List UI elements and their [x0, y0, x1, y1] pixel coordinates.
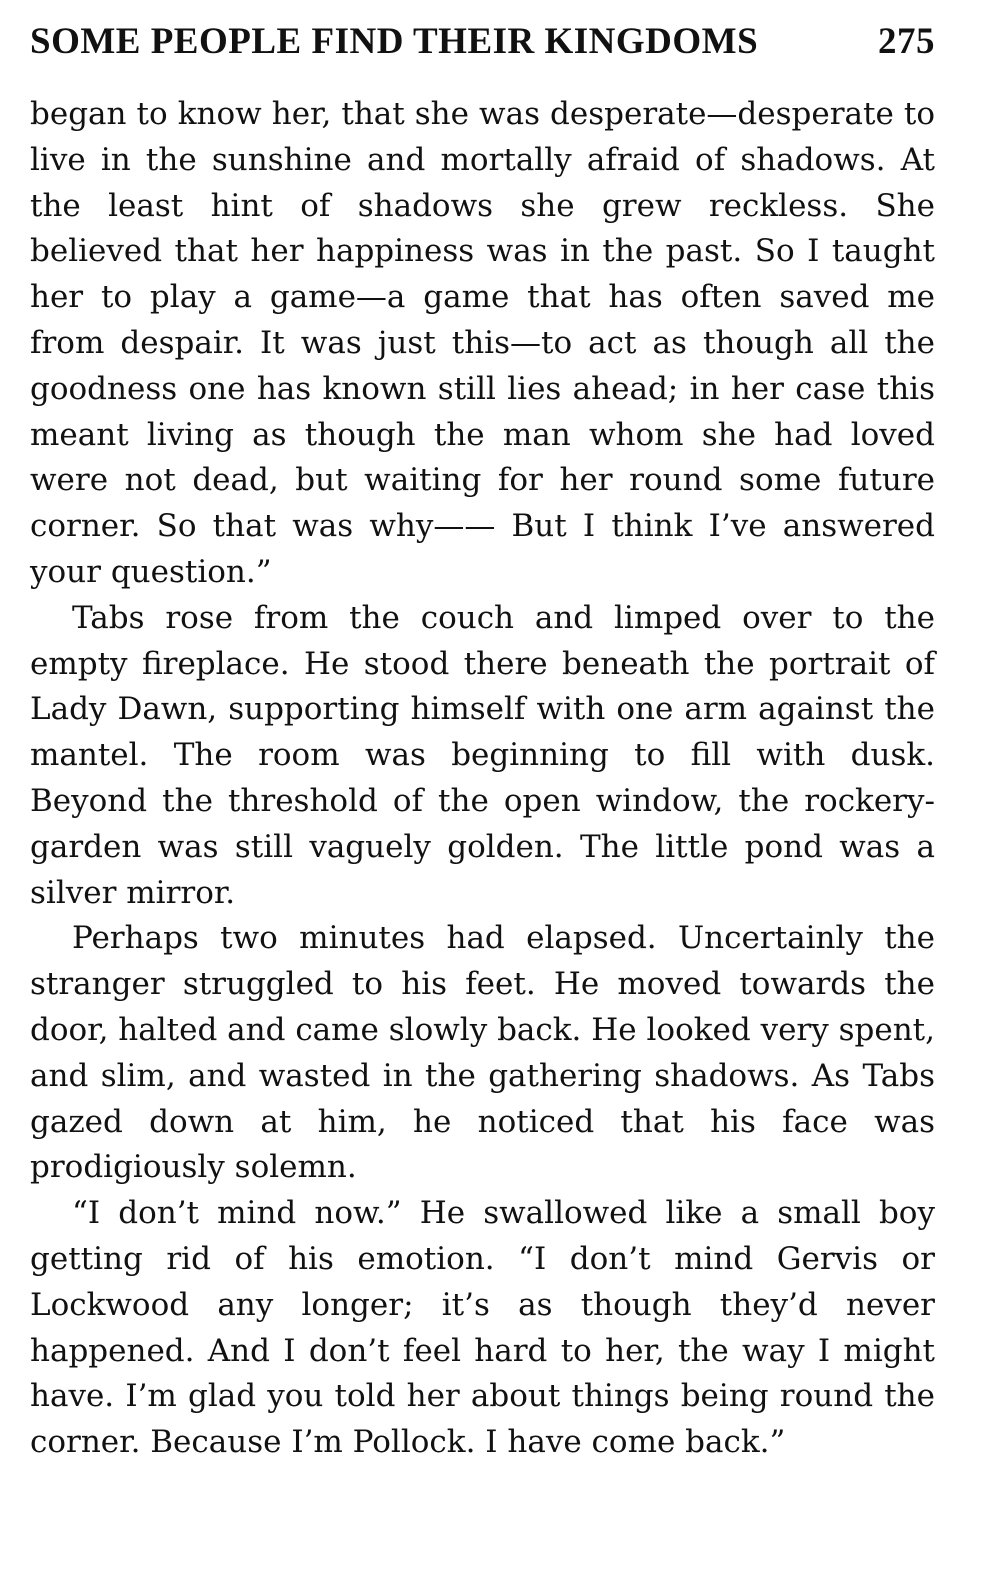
paragraph-continued: began to know her, that she was desperate—desperate to live in the sunshine and mortally afraid of shadows. At the least hint of shadows she grew reckless. She believed that her happiness was in the past. So I taught her to play a game—a game that has often saved me from despair. It was just this—to act as though all the goodness one has known still lies ahead; in her case this meant living as though the man whom she had loved were not dead, but waiting for her round some future corner. So that was why—— But I think I’ve answered your question.”: [30, 96, 935, 590]
running-head: [30, 14, 935, 70]
paragraph: Perhaps two minutes had elapsed. Uncertainly the stranger struggled to his feet. He moved towards the door, halted and came slowly back. He looked very spent, and slim, and wasted in the gathering shadows. As Tabs gazed down at him, he noticed that his face was prodigiously solemn.: [30, 920, 935, 1186]
paragraph: “I don’t mind now.” He swallowed like a small boy getting rid of his emotion. “I don’t mind Gervis or Lockwood any longer; it’s as though they’d never happened. And I don’t feel hard to her, the way I might have. I’m glad you told her about things being round the corner. Because I’m Pollock. I have come back.”: [30, 1195, 935, 1461]
page-number: 275: [878, 21, 935, 62]
body-text: [30, 92, 935, 1466]
book-page: [30, 14, 935, 1466]
running-title: SOME PEOPLE FIND THEIR KINGDOMS: [30, 21, 759, 62]
paragraph: Tabs rose from the couch and limped over to the empty fireplace. He stood there beneath the portrait of Lady Dawn, supporting himself with one arm against the mantel. The room was beginning to fill with dusk. Beyond the threshold of the open window, the rockery-garden was still vaguely golden. The little pond was a silver mirror.: [30, 599, 935, 911]
